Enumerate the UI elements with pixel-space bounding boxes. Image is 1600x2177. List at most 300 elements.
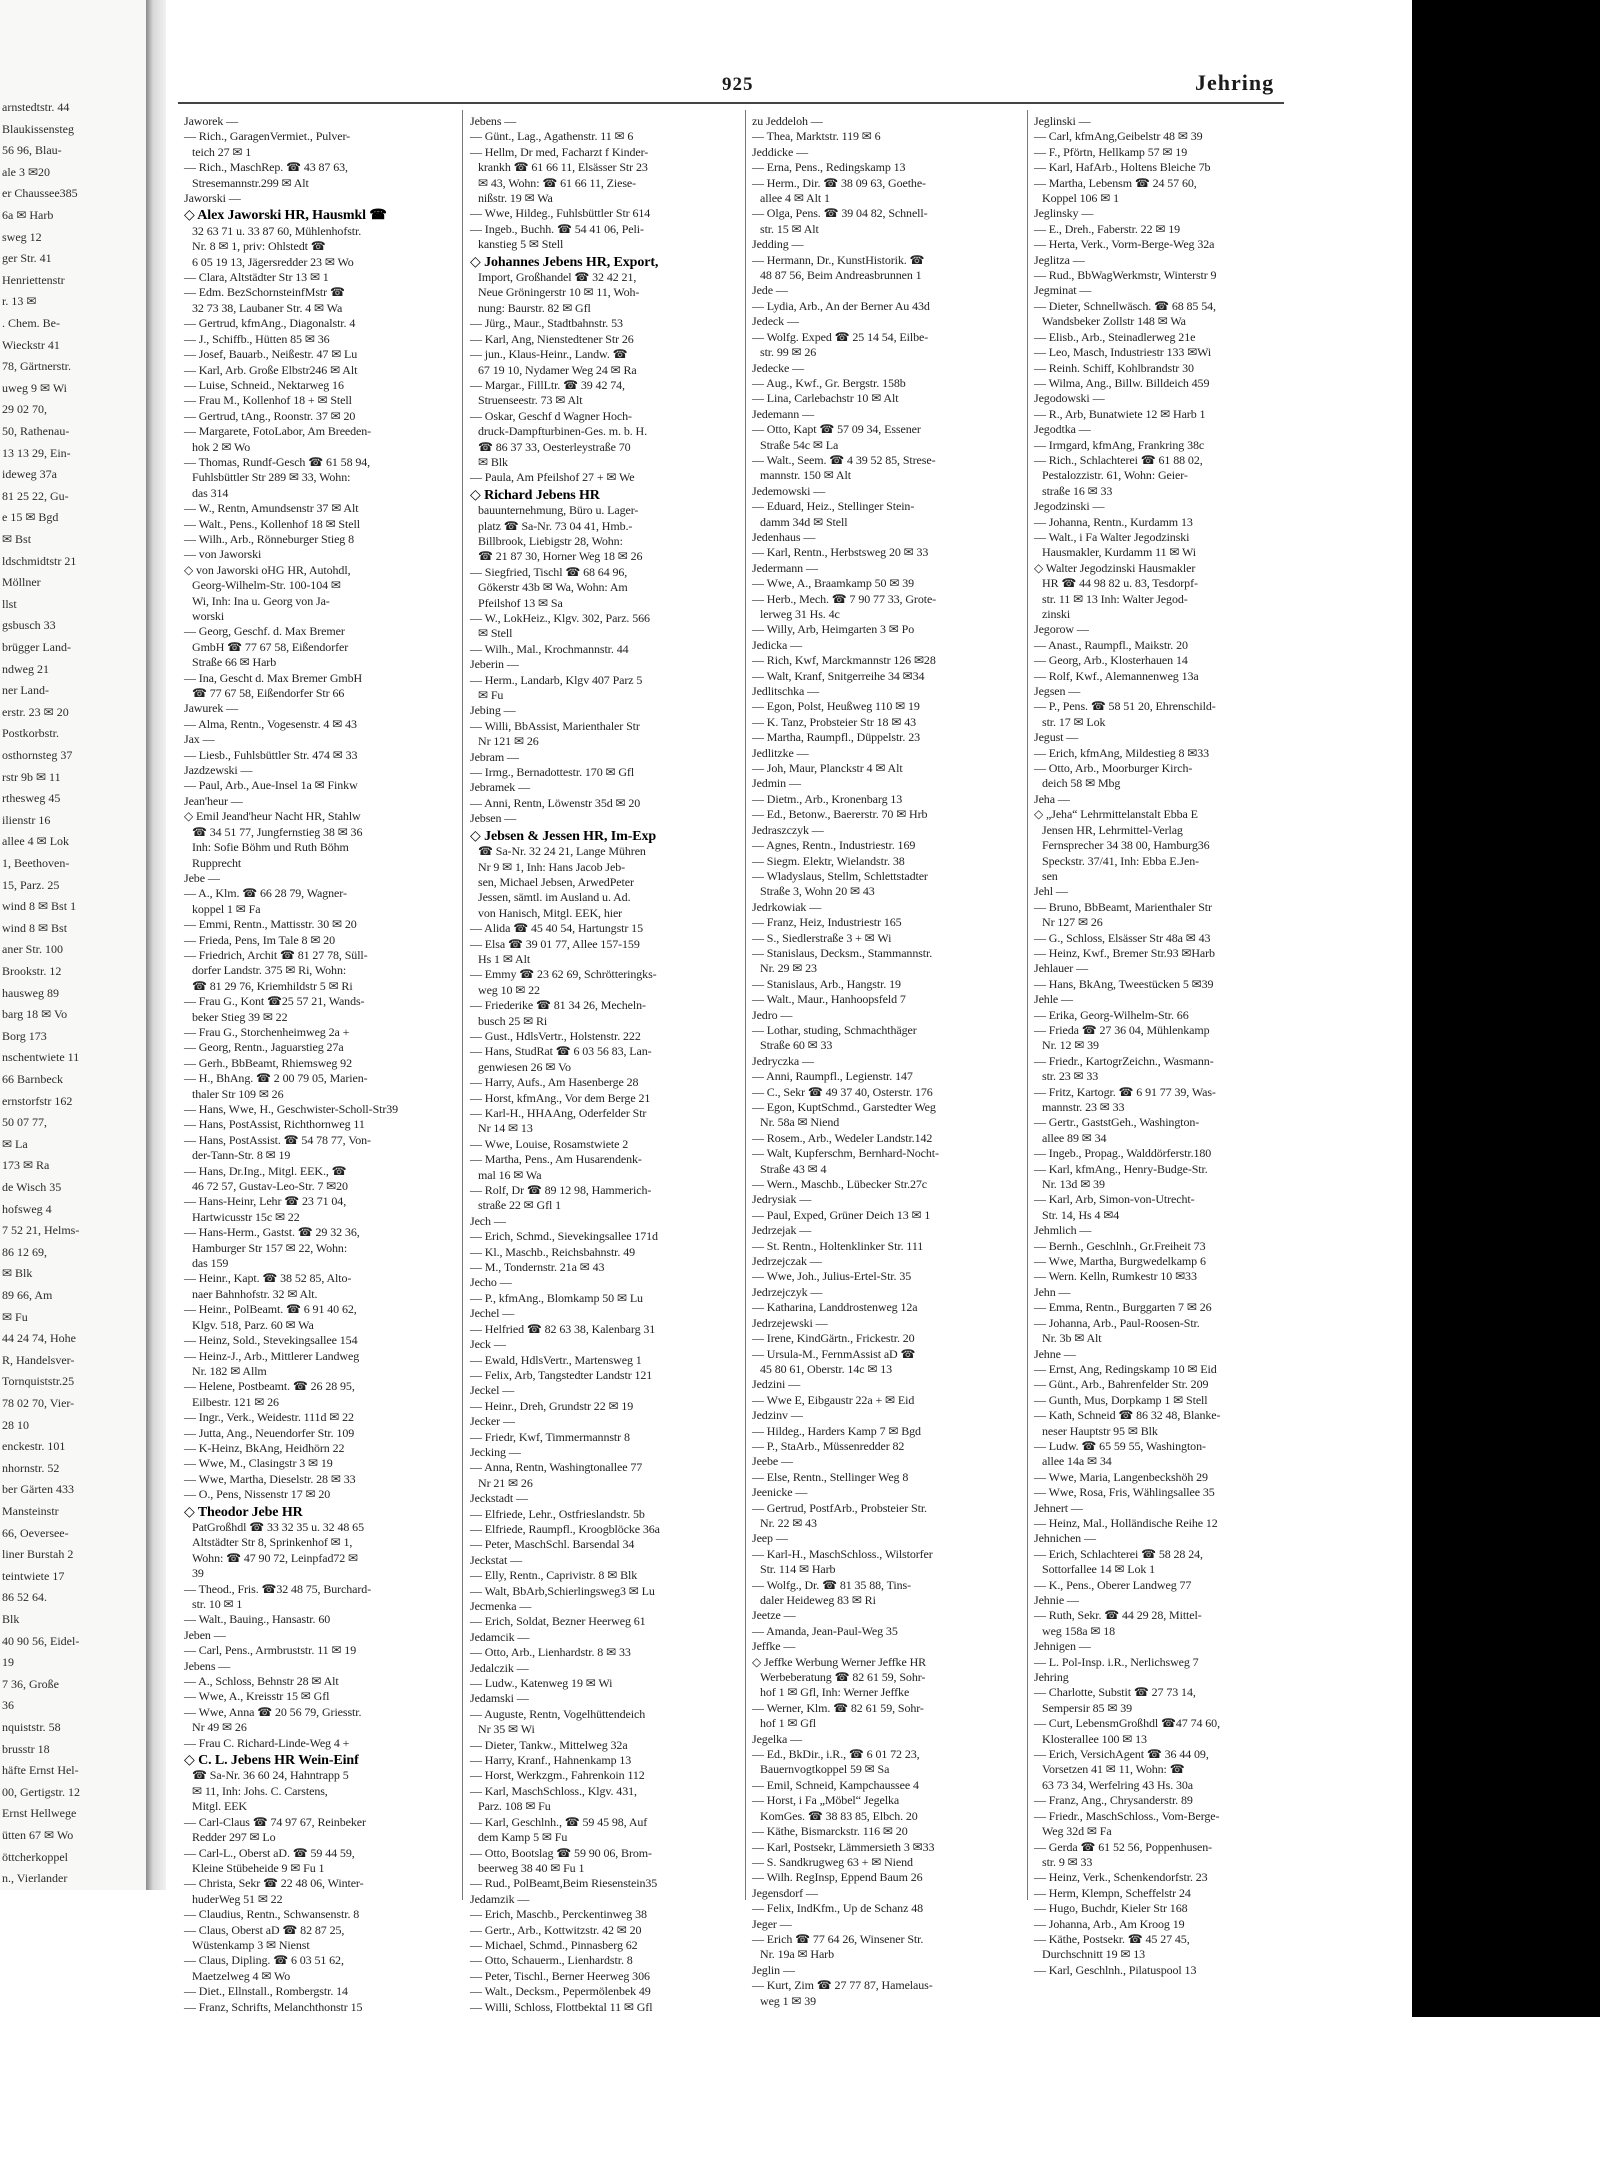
directory-entry: — Gerh., BbBeamt, Rhiemsweg 92 [184, 1055, 352, 1070]
directory-entry: — Alida ☎ 45 40 54, Hartungstr 15 [470, 921, 643, 936]
column-divider [745, 110, 746, 1900]
directory-entry: — Walt, Kupferschm, Bernhard-Nocht- [752, 1146, 939, 1161]
directory-entry: — Bernh., Geschlnh., Gr.Freiheit 73 [1034, 1238, 1206, 1253]
entry-continuation: Durchschnitt 19 ✉ 13 [1042, 1947, 1146, 1962]
directory-entry: — Emmy ☎ 23 62 69, Schrötteringks- [470, 967, 657, 982]
entry-continuation: mannstr. 150 ✉ Alt [760, 468, 851, 483]
entry-continuation: Nr 21 ✉ 26 [478, 1475, 533, 1490]
entry-continuation: Hausmakler, Kurdamm 11 ✉ Wi [1042, 545, 1197, 560]
directory-entry: — Erna, Pens., Redingskamp 13 [752, 160, 906, 175]
entry-continuation: Pestalozzistr. 61, Wohn: Geier- [1042, 468, 1188, 483]
directory-entry: — Walt, BbArb,Schierlingsweg3 ✉ Lu [470, 1583, 655, 1598]
directory-entry: — Walt., Maur., Hanhoopsfeld 7 [752, 992, 906, 1007]
left-page-line: nhornstr. 52 [2, 1460, 60, 1475]
directory-entry: — Emil, Schneid, Kampchaussee 4 [752, 1777, 919, 1792]
entry-continuation: Jensen HR, Lehrmittel-Verlag [1042, 822, 1183, 837]
entry-continuation: Mitgl. EEK [192, 1799, 247, 1814]
left-page-line: Henriettenstr [2, 272, 65, 287]
left-page-line: Wieckstr 41 [2, 337, 60, 352]
directory-entry: — Peter, Tischl., Berner Heerweg 306 [470, 1968, 650, 1983]
directory-entry: — P., StaArb., Müssenredder 82 [752, 1438, 905, 1453]
entry-continuation: ☎ 77 67 58, Eißendorfer Str 66 [192, 686, 345, 701]
directory-entry: — Claus, Dipling. ☎ 6 03 51 62, [184, 1953, 344, 1968]
entry-continuation: HR ☎ 44 98 82 u. 83, Tesdorpf- [1042, 576, 1198, 591]
entry-continuation: ☎ 81 29 76, Kriemhildstr 5 ✉ Ri [192, 978, 353, 993]
directory-entry: — Günt., Arb., Bahrenfelder Str. 209 [1034, 1377, 1209, 1392]
directory-entry: — A., Schloss, Behnstr 28 ✉ Alt [184, 1674, 339, 1689]
left-page-line: n., Vierlander [2, 1871, 68, 1886]
directory-entry: — Martha, Lebensm ☎ 24 57 60, [1034, 175, 1197, 190]
surname-heading: Jeenicke — [752, 1485, 808, 1500]
entry-continuation: Wi, Inh: Ina u. Georg von Ja- [192, 593, 330, 608]
directory-entry: — L. Pol-Insp. i.R., Nerlichsweg 7 [1034, 1654, 1199, 1669]
left-page-line: 6a ✉ Harb [2, 208, 54, 222]
left-page-line: ilienstr 16 [2, 812, 51, 827]
surname-heading: Jedrzejewski — [752, 1315, 828, 1330]
entry-continuation: Wandsbeker Zollstr 148 ✉ Wa [1042, 314, 1186, 329]
directory-entry: — Liesb., Fuhlsbüttler Str. 474 ✉ 33 [184, 747, 358, 762]
directory-entry: — Wwe, Louise, Rosamstwiete 2 [470, 1136, 629, 1151]
entry-continuation: Nr. 13d ✉ 39 [1042, 1177, 1105, 1192]
surname-heading: Jedamcik — [470, 1629, 530, 1644]
directory-entry: — P., Pens. ☎ 58 51 20, Ehrenschild- [1034, 699, 1216, 714]
directory-entry: — Wwe, Maria, Langenbeckshöh 29 [1034, 1469, 1208, 1484]
directory-entry: — M., Tondernstr. 21a ✉ 43 [470, 1260, 605, 1275]
directory-entry: — Ina, Gescht d. Max Bremer GmbH [184, 670, 363, 685]
directory-entry: — Karl, kfmAng., Henry-Budge-Str. [1034, 1161, 1208, 1176]
directory-entry: — Claudius, Rentn., Schwansenstr. 8 [184, 1907, 360, 1922]
left-page-line: ütten 67 ✉ Wo [2, 1828, 74, 1842]
entry-continuation: 32 63 71 u. 33 87 60, Mühlenhofstr. [192, 223, 362, 238]
directory-entry: — Jutta, Ang., Neuendorfer Str. 109 [184, 1425, 355, 1440]
directory-entry: — Elly, Rentn., Caprivistr. 8 ✉ Blk [470, 1568, 638, 1583]
directory-entry: — Dietm., Arb., Kronenbarg 13 [752, 791, 903, 806]
entry-continuation: daler Heideweg 83 ✉ Ri [760, 1593, 876, 1607]
entry-continuation: Nr. 19a ✉ Harb [760, 1947, 834, 1962]
directory-entry: — Carl-L., Oberst aD. ☎ 59 44 59, [184, 1845, 355, 1860]
directory-entry: — Karl, Geschlnh., ☎ 59 45 98, Auf [470, 1814, 648, 1829]
directory-entry: — Anast., Raumpfl., Maikstr. 20 [1034, 637, 1188, 652]
entry-continuation: dorfer Landstr. 375 ✉ Ri, Wohn: [192, 963, 347, 978]
directory-entry: — Erich, Maschb., Perckentinweg 38 [470, 1907, 647, 1922]
surname-heading: Jean'heur — [184, 793, 243, 808]
directory-entry: — Wladyslaus, Stellm, Schlettstadter [752, 868, 928, 883]
directory-entry: — Felix, Arb, Tangstedter Landstr 121 [470, 1367, 653, 1382]
left-page-line: uweg 9 ✉ Wi [2, 380, 68, 395]
directory-entry: — Wwe, Martha, Burgwedelkamp 6 [1034, 1254, 1206, 1269]
directory-entry: — Frau C. Richard-Linde-Weg 4 + [184, 1735, 350, 1750]
directory-entry: — Dieter, Tankw., Mittelweg 32a [470, 1737, 628, 1752]
surname-heading: Jedmin — [752, 776, 801, 791]
directory-entry: — Thea, Marktstr. 119 ✉ 6 [752, 129, 881, 144]
directory-entry: — Rich, Kwf, Marckmannstr 126 ✉28 [752, 653, 936, 668]
directory-entry: — Erich, Soldat, Bezner Heerweg 61 [470, 1614, 646, 1629]
directory-entry: — Werner, Klm. ☎ 82 61 59, Sohr- [752, 1700, 924, 1715]
left-page-line: 81 25 22, Gu- [2, 488, 69, 503]
left-page-line: ndweg 21 [2, 661, 49, 676]
surname-heading: Jehnigen — [1034, 1639, 1091, 1654]
surname-heading: Jech — [470, 1213, 506, 1228]
entry-continuation: Gökerstr 43b ✉ Wa, Wohn: Am [478, 580, 628, 595]
directory-entry: — Elsa ☎ 39 01 77, Allee 157-159 [470, 936, 640, 951]
left-page-line: ner Land- [2, 683, 49, 698]
left-page-line: 50 07 77, [2, 1115, 47, 1130]
left-page-line: nschentwiete 11 [2, 1050, 80, 1065]
entry-continuation: Nr 9 ✉ 1, Inh: Hans Jacob Jeb- [478, 859, 626, 874]
directory-entry: — Margarete, FotoLabor, Am Breeden- [184, 424, 372, 439]
entry-continuation: busch 25 ✉ Ri [478, 1013, 548, 1028]
surname-heading: Jehne — [1034, 1346, 1076, 1361]
directory-entry: — Ursula-M., FernmAssist aD ☎ [752, 1346, 916, 1361]
directory-entry: — Karl, MaschSchloss., Klgv. 431, [470, 1783, 637, 1798]
entry-continuation: allee 14a ✉ 34 [1042, 1454, 1112, 1469]
directory-entry: — Hellm, Dr med, Facharzt f Kinder- [470, 144, 649, 159]
entry-continuation: allee 89 ✉ 34 [1042, 1130, 1107, 1145]
left-page-line: ale 3 ✉20 [2, 164, 51, 179]
directory-entry: — Günt., Lag., Agathenstr. 11 ✉ 6 [470, 129, 634, 144]
entry-continuation: genwiesen 26 ✉ Vo [478, 1059, 571, 1074]
surname-heading: Jazdzewski — [184, 763, 253, 778]
directory-entry: — Walt., Bauing., Hansastr. 60 [184, 1612, 331, 1627]
directory-entry: — Herm, Klempn, Scheffelstr 24 [1034, 1885, 1191, 1900]
directory-entry: — Hans, BkAng, Tweestücken 5 ✉39 [1034, 976, 1214, 991]
directory-entry: — Horst, Werkzgm., Fahrenkoin 112 [470, 1768, 645, 1783]
directory-entry: ◇ Jeffke Werbung Werner Jeffke HR [752, 1654, 927, 1669]
entry-continuation: str. 10 ✉ 1 [192, 1597, 243, 1611]
directory-entry: — Johanna, Arb., Paul-Roosen-Str. [1034, 1315, 1200, 1330]
entry-continuation: sen [1042, 868, 1058, 883]
directory-entry: — Hans, PostAssist, Richthornweg 11 [184, 1117, 365, 1132]
entry-continuation: ☎ 86 37 33, Oesterleystraße 70 [478, 439, 631, 454]
directory-entry: — Stanislaus, Decksm., Stammannstr. [752, 945, 933, 960]
entry-continuation: Sempersir 85 ✉ 39 [1042, 1700, 1133, 1715]
column-1 [184, 114, 454, 2014]
entry-continuation: Redder 297 ✉ Lo [192, 1830, 276, 1845]
directory-entry: — Carl-Claus ☎ 74 97 67, Reinbeker [184, 1814, 366, 1829]
entry-continuation: nißstr. 19 ✉ Wa [478, 191, 553, 206]
surname-heading: Jehle — [1034, 992, 1073, 1007]
directory-entry: — Ewald, HdlsVertr., Martensweg 1 [470, 1352, 642, 1367]
directory-entry: — Willi, Schloss, Flottbektal 11 ✉ Gfl [470, 1999, 653, 2014]
directory-entry: — Elfriede, Raumpfl., Kroogblöcke 36a [470, 1521, 660, 1536]
entry-continuation: von Hanisch, Mitgl. EEK, hier [478, 905, 623, 920]
entry-continuation: Nr 121 ✉ 26 [478, 734, 539, 749]
directory-entry: — W., LokHeiz., Klgv. 302, Parz. 566 [470, 611, 650, 625]
surname-heading: Jeddicke — [752, 144, 808, 159]
directory-entry: — Emmi, Rentn., Mattisstr. 30 ✉ 20 [184, 917, 357, 932]
surname-heading: Jegensdorf — [752, 1885, 818, 1900]
directory-entry: — Wwe, Anna ☎ 20 56 79, Griesstr. [184, 1704, 362, 1719]
surname-heading: Jedenhaus — [752, 529, 816, 544]
entry-continuation: teich 27 ✉ 1 [192, 144, 252, 159]
directory-entry: — Georg, Arb., Klosterhauen 14 [1034, 653, 1188, 668]
left-page-line: brügger Land- [2, 640, 71, 654]
entry-continuation: Nr. 22 ✉ 43 [760, 1515, 817, 1530]
directory-entry: — Karl, Arb, Simon-von-Utrecht- [1034, 1192, 1195, 1207]
entry-continuation: ✉ Blk [478, 454, 508, 469]
directory-entry: — S., Siedlerstraße 3 + ✉ Wi [752, 930, 892, 945]
surname-heading: Jedzini — [752, 1377, 801, 1392]
surname-heading: Jedlitzke — [752, 745, 809, 760]
surname-heading: Jecking — [470, 1444, 521, 1459]
directory-entry: — Lothar, studing, Schmachthäger [752, 1022, 917, 1037]
directory-entry: — Karl, Arb. Große Elbstr246 ✉ Alt [184, 362, 358, 377]
directory-entry: — Martha, Pens., Am Husarendenk- [470, 1152, 642, 1167]
directory-entry: — Hans, StudRat ☎ 6 03 56 83, Lan- [470, 1044, 652, 1059]
entry-continuation: Weg 32d ✉ Fa [1042, 1824, 1112, 1839]
surname-heading: Jehn — [1034, 1284, 1071, 1299]
scan-bottom-margin [0, 2017, 1600, 2177]
surname-heading: Jedemowski — [752, 483, 826, 498]
directory-entry: — Georg, Rentn., Jaguarstieg 27a [184, 1040, 344, 1055]
entry-continuation: ✉ 11, Inh: Johs. C. Carstens, [192, 1783, 328, 1798]
surname-heading: Jebens — [470, 114, 517, 128]
surname-heading: Jegelka — [752, 1731, 803, 1746]
directory-entry: — Kath, Schneid ☎ 86 32 48, Blanke- [1034, 1408, 1221, 1423]
left-page-line: brusstr 18 [2, 1741, 50, 1756]
directory-entry: — Herm., Dir. ☎ 38 09 63, Goethe- [752, 175, 926, 190]
entry-continuation: hok 2 ✉ Wo [192, 439, 251, 454]
entry-continuation: straße 22 ✉ Gfl 1 [478, 1198, 562, 1213]
left-page-line: Mansteinstr [2, 1504, 59, 1518]
surname-heading: Jecho — [470, 1275, 512, 1290]
entry-continuation: Straße 3, Wohn 20 ✉ 43 [760, 884, 875, 899]
directory-entry: — Walt, Kranf, Snitgerreihe 34 ✉34 [752, 668, 925, 683]
directory-entry: — Hans-Heinr, Lehr ☎ 23 71 04, [184, 1194, 347, 1209]
directory-entry: — Rosem., Arb., Wedeler Landstr.142 [752, 1130, 933, 1145]
surname-heading: Jedlitschka — [752, 684, 820, 699]
surname-heading: Jecmenka — [470, 1599, 532, 1613]
surname-heading: Jedding — [752, 237, 804, 252]
entry-continuation: 46 72 57, Gustav-Leo-Str. 7 ✉20 [192, 1179, 348, 1194]
left-page-line: osthornsteg 37 [2, 748, 73, 762]
entry-continuation: hof 1 ✉ Gfl [760, 1716, 816, 1731]
entry-continuation: str. 99 ✉ 26 [760, 345, 817, 360]
directory-entry: — Peter, MaschSchl. Barsendal 34 [470, 1537, 635, 1552]
entry-continuation: ☎ 21 87 30, Horner Weg 18 ✉ 26 [478, 549, 643, 564]
entry-continuation: huderWeg 51 ✉ 22 [192, 1891, 283, 1906]
directory-entry: — Thomas, Rundf-Gesch ☎ 61 58 94, [184, 454, 371, 469]
directory-entry: — Wilh., Mal., Krochmannstr. 44 [470, 641, 629, 656]
left-page-line: 89 66, Am [2, 1288, 53, 1302]
directory-entry: — Rud., BbWagWerkmstr, Winterstr 9 [1034, 268, 1217, 283]
entry-continuation: Werbeberatung ☎ 82 61 59, Sohr- [760, 1670, 926, 1685]
entry-continuation: koppel 1 ✉ Fa [192, 901, 261, 916]
directory-entry: — K., Pens., Oberer Landweg 77 [1034, 1577, 1192, 1592]
directory-entry: — Horst, kfmAng., Vor dem Berge 21 [470, 1090, 651, 1105]
left-page-line: 78, Gärtnerstr. [2, 359, 71, 374]
entry-continuation: weg 158a ✉ 18 [1042, 1623, 1116, 1638]
directory-entry: — Josef, Bauarb., Neißestr. 47 ✉ Lu [184, 347, 358, 362]
entry-continuation: Nr. 3b ✉ Alt [1042, 1331, 1102, 1346]
surname-heading: Jebing — [470, 703, 516, 718]
left-page-line: gsbusch 33 [2, 618, 56, 633]
directory-entry: — Otto, Bootslag ☎ 59 90 06, Brom- [470, 1845, 652, 1860]
directory-entry: — Wilma, Ang., Billw. Billdeich 459 [1034, 375, 1210, 390]
entry-continuation: Nr. 29 ✉ 23 [760, 961, 817, 976]
entry-continuation: Nr 35 ✉ Wi [478, 1722, 535, 1737]
directory-entry: — Wwe, Rosa, Fris, Wählingsallee 35 [1034, 1485, 1215, 1500]
directory-entry: — Gust., HdlsVertr., Holstenstr. 222 [470, 1028, 641, 1043]
directory-entry: ◇ Walter Jegodzinski Hausmakler [1034, 560, 1196, 575]
entry-continuation: Straße 60 ✉ 33 [760, 1038, 833, 1053]
left-page-line: de Wisch 35 [2, 1180, 62, 1194]
directory-entry: — Anna, Rentn, Washingtonallee 77 [470, 1460, 643, 1475]
directory-entry: — Wwe, Joh., Julius-Ertel-Str. 35 [752, 1269, 912, 1284]
surname-heading: Jedemann — [752, 406, 814, 421]
left-page-line: 66, Oeversee- [2, 1525, 69, 1540]
directory-entry: — Curt, LebensmGroßhdl ☎47 74 60, [1034, 1716, 1220, 1731]
directory-entry: — Martha, Raumpfl., Düppelstr. 23 [752, 730, 921, 745]
directory-entry: — Auguste, Rentn, Vogelhüttendeich [470, 1706, 646, 1721]
directory-entry: — Margar., FillLtr. ☎ 39 42 74, [470, 377, 625, 392]
directory-entry: — R., Arb, Bunatwiete 12 ✉ Harb 1 [1034, 406, 1206, 421]
entry-continuation: Inh: Sofie Böhm und Ruth Böhm [192, 840, 349, 855]
surname-heading: Jeben — [184, 1627, 226, 1642]
directory-entry: — Herb., Mech. ☎ 7 90 77 33, Grote- [752, 591, 937, 606]
directory-entry: — Felix, IndKfm., Up de Schanz 48 [752, 1901, 924, 1916]
left-page-line: Borg 173 [2, 1028, 47, 1043]
directory-entry: — Hermann, Dr., KunstHistorik. ☎ [752, 252, 925, 267]
entry-continuation: str. 11 ✉ 13 Inh: Walter Jegod- [1042, 591, 1188, 606]
left-page-line: 173 ✉ Ra [2, 1158, 50, 1173]
directory-entry: — Johanna, Rentn., Kurdamm 13 [1034, 514, 1193, 529]
directory-entry: — Paul, Arb., Aue-Insel 1a ✉ Finkw [184, 778, 358, 793]
surname-heading: Jebramek — [470, 780, 530, 795]
entry-continuation: GmbH ☎ 77 67 58, Eißendorfer [192, 639, 349, 654]
directory-entry: — Walt., Decksm., Pepermölenbek 49 [470, 1984, 651, 1999]
surname-heading: Jegminat — [1034, 283, 1092, 298]
directory-entry: — K-Heinz, BkAng, Heidhörn 22 [184, 1440, 345, 1455]
directory-entry: — Ed., Betonw., Baererstr. 70 ✉ Hrb [752, 807, 928, 822]
entry-continuation: Nr. 8 ✉ 1, priv: Ohlstedt ☎ [192, 239, 326, 254]
entry-continuation: Klgv. 518, Parz. 60 ✉ Wa [192, 1317, 314, 1332]
directory-entry: — Anni, Rentn, Löwenstr 35d ✉ 20 [470, 795, 641, 810]
column-3 [752, 114, 1022, 2008]
left-page-line: ✉ Fu [2, 1309, 28, 1324]
surname-heading: Jedzinv — [752, 1408, 803, 1423]
directory-entry: — Frau G., Kont ☎25 57 21, Wands- [184, 994, 365, 1009]
firm-entry: ◇ Johannes Jebens HR, Export, [470, 254, 659, 270]
surname-heading: Jeck — [470, 1337, 506, 1352]
surname-heading: Jedeck — [752, 314, 799, 329]
directory-entry: — Helene, Postbeamt. ☎ 26 28 95, [184, 1379, 355, 1394]
directory-entry: — Frieda, Pens, Im Tale 8 ✉ 20 [184, 932, 335, 947]
entry-continuation: naer Bahnhofstr. 32 ✉ Alt. [192, 1286, 318, 1301]
left-page-line: 7 52 21, Helms- [2, 1223, 80, 1238]
left-page-line: rstr 9b ✉ 11 [2, 769, 61, 784]
directory-entry: — Kurt, Zim ☎ 27 77 87, Hamelaus- [752, 1978, 933, 1993]
directory-entry: — Horst, i Fa „Möbel“ Jegelka [752, 1793, 900, 1808]
entry-continuation: der-Tann-Str. 8 ✉ 19 [192, 1148, 291, 1163]
directory-entry: — W., Rentn, Amundsenstr 37 ✉ Alt [184, 501, 359, 516]
left-page-line: Blaukissensteg [2, 121, 74, 136]
surname-heading: Jeglitza — [1034, 252, 1085, 267]
entry-continuation: ✉ 43, Wohn: ☎ 61 66 11, Ziese- [478, 175, 637, 190]
directory-entry: — Diet., Ellnstall., Rombergstr. 14 [184, 1984, 348, 1999]
left-page-line: 86 52 64. [2, 1590, 47, 1605]
directory-entry: — St. Rentn., Holtenklinker Str. 111 [752, 1238, 924, 1253]
left-page-fragment [0, 0, 148, 1890]
directory-entry: — Lina, Carlebachstr 10 ✉ Alt [752, 391, 899, 406]
left-page-line: 19 [2, 1655, 14, 1670]
directory-entry: — Erich, kfmAng, Mildestieg 8 ✉33 [1034, 745, 1210, 760]
left-page-line: arnstedtstr. 44 [2, 100, 70, 114]
entry-continuation: Speckstr. 37/41, Inh: Ebba E.Jen- [1042, 853, 1200, 868]
surname-heading: Jegorow — [1034, 622, 1089, 637]
left-page-line: sweg 12 [2, 229, 42, 244]
entry-continuation: weg 10 ✉ 22 [478, 982, 540, 997]
directory-entry: — Wolfg. Exped ☎ 25 14 54, Eilbe- [752, 329, 929, 344]
directory-entry: — Wwe, Hildeg., Fuhlsbüttler Str 614 [470, 206, 651, 221]
directory-entry: — Bruno, BbBeamt, Marienthaler Str [1034, 899, 1212, 914]
surname-heading: Jehlauer — [1034, 961, 1088, 976]
directory-entry: — Wern. Kelln, Rumkestr 10 ✉33 [1034, 1269, 1197, 1284]
entry-continuation: sen, Michael Jebsen, ArwedPeter [478, 874, 634, 889]
directory-entry: — Joh, Maur, Planckstr 4 ✉ Alt [752, 761, 903, 776]
left-page-line: Möllner [2, 575, 41, 590]
directory-entry: — Hans, PostAssist. ☎ 54 78 77, Von- [184, 1132, 371, 1147]
left-page-line: rthesweg 45 [2, 791, 61, 806]
directory-entry: — Heinz-J., Arb., Mittlerer Landweg [184, 1348, 360, 1363]
directory-entry: — Agnes, Rentn., Industriestr. 169 [752, 838, 916, 853]
directory-entry: — C., Sekr ☎ 49 37 40, Osterstr. 176 [752, 1084, 933, 1099]
left-page-line: 56 96, Blau- [2, 143, 62, 158]
directory-entry: — Karl-H., HHAAng, Oderfelder Str [470, 1106, 647, 1120]
left-page-line: aner Str. 100 [2, 942, 63, 957]
left-page-line: ernstorfstr 162 [2, 1093, 73, 1108]
directory-entry: — Franz, Schrifts, Melanchthonstr 15 [184, 1999, 363, 2014]
entry-continuation: weg 1 ✉ 39 [760, 1993, 817, 2008]
book-gutter [146, 0, 166, 1890]
directory-entry: — Rud., PolBeamt,Beim Riesenstein35 [470, 1876, 658, 1891]
firm-entry: ◇ C. L. Jebens HR Wein-Einf [184, 1753, 359, 1769]
directory-entry: — J., Schiffb., Hütten 85 ✉ 36 [184, 331, 330, 346]
left-page-line: 78 02 70, Vier- [2, 1396, 75, 1410]
left-page-line: ✉ La [2, 1136, 28, 1151]
directory-entry: — Ingr., Verk., Weidestr. 111d ✉ 22 [184, 1410, 354, 1425]
left-page-line: ideweg 37a [2, 467, 57, 482]
surname-heading: Jaworski — [184, 191, 241, 206]
directory-entry: — Karl-H., MaschSchloss., Wilstorfer [752, 1546, 933, 1561]
entry-continuation: nung: Baurstr. 82 ✉ Gfl [478, 300, 591, 315]
directory-entry: ◇ Emil Jeand'heur Nacht HR, Stahlw [184, 809, 361, 824]
surname-heading: Jedrkowiak — [752, 899, 822, 914]
directory-entry: — Heinz, Verk., Schenkendorfstr. 23 [1034, 1870, 1208, 1885]
entry-continuation: 63 73 34, Werfelring 43 Hs. 30a [1042, 1777, 1194, 1792]
entry-continuation: Maetzelweg 4 ✉ Wo [192, 1968, 291, 1983]
directory-entry: — Dieter, Schnellwäsch. ☎ 68 85 54, [1034, 298, 1216, 313]
entry-continuation: Nr 14 ✉ 13 [478, 1121, 533, 1136]
directory-entry: — Otto, Schauerm., Lienhardstr. 8 [470, 1953, 633, 1968]
directory-entry: — Emma, Rentn., Burggarten 7 ✉ 26 [1034, 1300, 1212, 1315]
directory-entry: — Rich., GaragenVermiet., Pulver- [184, 129, 351, 144]
entry-continuation: 48 87 56, Beim Andreasbrunnen 1 [760, 268, 922, 283]
surname-heading: Jehmlich — [1034, 1223, 1092, 1238]
entry-continuation: Eilbestr. 121 ✉ 26 [192, 1394, 279, 1409]
left-page-line: allee 4 ✉ Lok [2, 834, 70, 849]
directory-entry: — Wilh., Arb., Rönneburger Stieg 8 [184, 531, 354, 546]
directory-entry: — Wern., Maschb., Lübecker Str.27c [752, 1177, 928, 1192]
directory-entry: — P., kfmAng., Blomkamp 50 ✉ Lu [470, 1290, 643, 1305]
surname-heading: Jedryczka — [752, 1053, 814, 1068]
directory-entry: — Karl, Rentn., Herbstsweg 20 ✉ 33 [752, 545, 929, 560]
directory-entry: — Gertrud, PostfArb., Probsteier Str. [752, 1500, 927, 1515]
surname-heading: Jeffke — [752, 1639, 796, 1654]
directory-entry: — Michael, Schmd., Pinnasberg 62 [470, 1937, 638, 1952]
directory-entry: — Irmg., Bernadottestr. 170 ✉ Gfl [470, 765, 635, 780]
entry-continuation: Sottorfallee 14 ✉ Lok 1 [1042, 1562, 1156, 1577]
